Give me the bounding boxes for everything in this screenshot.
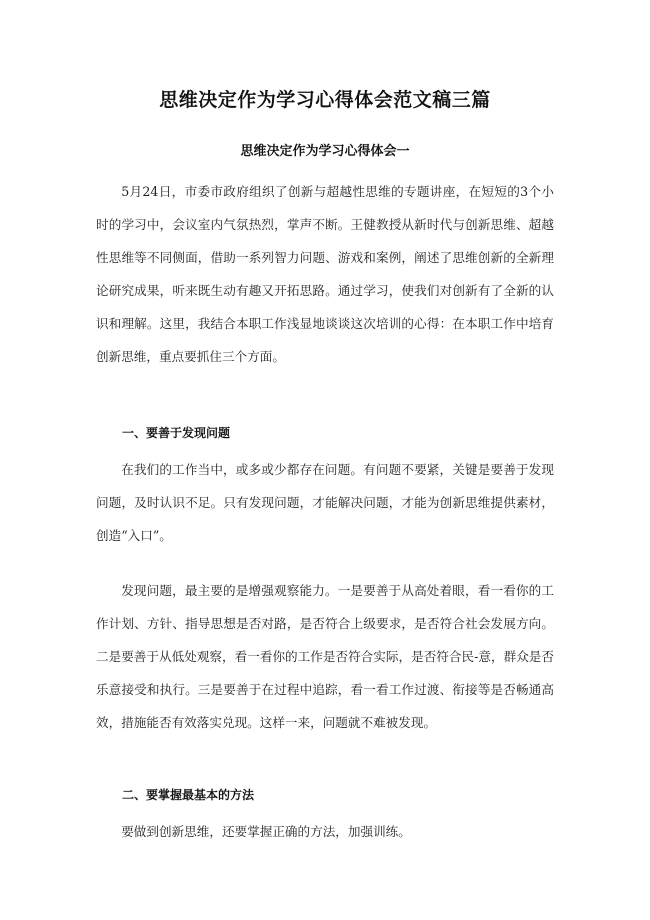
heading-1: 一、要善于发现问题 (122, 426, 231, 440)
section-title: 思维决定作为学习心得体会一 (240, 144, 410, 159)
document-title: 思维决定作为学习心得体会范文稿三篇 (159, 89, 491, 111)
heading-2: 二、要掌握最基本的方法 (122, 788, 255, 802)
paragraph-intro: 5月24日，市委市政府组织了创新与超越性思维的专题讲座，在短短的3个小时的学习中，会议室内气氛热烈，掌声不断。王健教授从新时代与创新思维、超越性思维等不同侧面，借助一系列智力问题、游戏和案例，阐述了思维创新的全新理论研究成果，听来既生动有趣又开拓思路。通过学习，使我们对创新有了全新的认识和理解。这里，我结合本职工作浅显地谈谈这次培训的心得：在本职工作中培育创新思维，重点要抓住三个方面。 (96, 184, 554, 364)
paragraph-observation: 发现问题，最主要的是增强观察能力。一是要善于从高处着眼，看一看你的工作计划、方针、指导思想是否对路，是否符合上级要求，是否符合社会发展方向。二是要善于从低处观察，看一看你的工作是否符合实际，是否符合民-意，群众是否乐意接受和执行。三是要善于在过程中追踪，看一看工作过渡、衔接等是否畅通高效，措施能否有效落实兑现。这样一来，问题就不难被发现。 (96, 583, 554, 730)
paragraph-methods: 要做到创新思维，还要掌握正确的方法，加强训练。 (121, 824, 411, 839)
paragraph-find-problems: 在我们的工作当中，或多或少都存在问题。有问题不要紧，关键是要善于发现问题，及时认识不足。只有发现问题，才能解决问题，才能为创新思维提供素材，创造“入口”。 (96, 462, 554, 543)
